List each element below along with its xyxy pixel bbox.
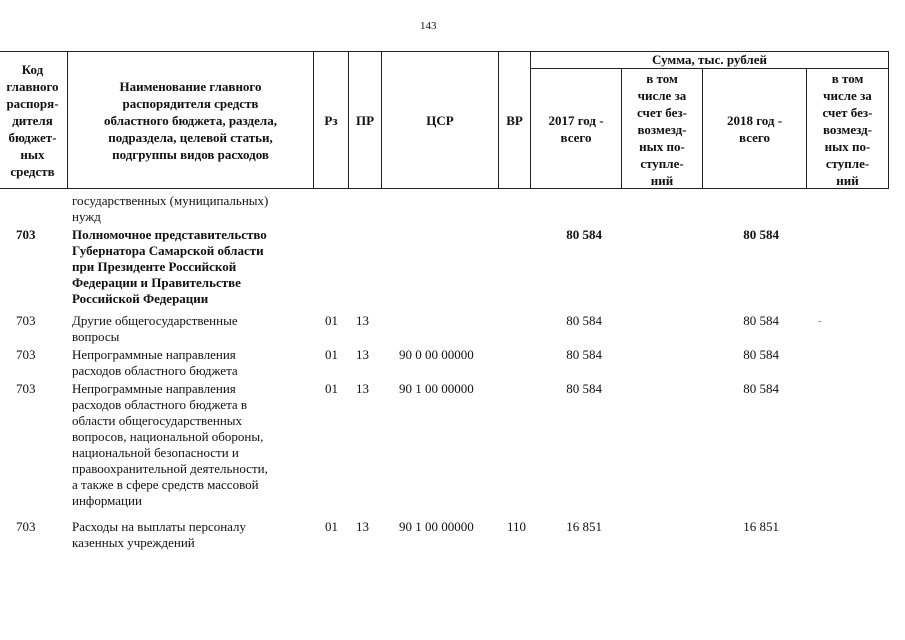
- header-2018-free: в том числе за счет без- возмезд- ных по- ступле- ний: [807, 69, 889, 189]
- header-2017-free: в том числе за счет без- возмезд- ных по- ступле- ний: [622, 69, 703, 189]
- row-5-sum-2018: 16 851: [743, 519, 779, 534]
- row-2-sum-2017: 80 584: [566, 313, 602, 328]
- row-4-name: Непрограммные направления расходов областного бюджета в области общегосударственных вопросов, национальной обороны, национальной безопасности и правоохранительной деятельности, а также в сфере средств массовой информации: [72, 381, 268, 508]
- row-3-sum-2018: 80 584: [743, 347, 779, 362]
- row-2-code: 703: [16, 313, 36, 328]
- row-4-code: 703: [16, 381, 36, 396]
- row-5-rz: 01: [325, 519, 338, 534]
- row-4-sum-2018: 80 584: [743, 381, 779, 396]
- header-vr: ВР: [499, 52, 531, 189]
- row-5-sum-2017: 16 851: [566, 519, 602, 534]
- row-1-sum-2017: 80 584: [566, 227, 602, 242]
- row-4-pr: 13: [356, 381, 369, 396]
- row-0-name: государственных (муниципальных) нужд: [72, 193, 269, 224]
- header-bottom-border: [0, 188, 889, 189]
- row-5-vr: 110: [507, 519, 527, 534]
- row-2-sum-2018: 80 584: [743, 313, 779, 328]
- row-2-pr: 13: [356, 313, 369, 328]
- row-3-rz: 01: [325, 347, 338, 362]
- row-3-csr: 90 0 00 00000: [399, 347, 474, 362]
- row-5-name: Расходы на выплаты персоналу казенных учреждений: [72, 519, 247, 550]
- row-2-rz: 01: [325, 313, 338, 328]
- row-3-name: Непрограммные направления расходов областного бюджета: [72, 347, 238, 378]
- header-2017-total: 2017 год - всего: [531, 69, 622, 189]
- row-2-name: Другие общегосударственные вопросы: [72, 313, 238, 344]
- row-4-csr: 90 1 00 00000: [399, 381, 474, 396]
- header-code: Код главного распоря- дителя бюджет- ных средств: [0, 52, 68, 189]
- header-rz: Рз: [314, 52, 349, 189]
- row-1-sum-2018: 80 584: [743, 227, 779, 242]
- row-3-sum-2017: 80 584: [566, 347, 602, 362]
- header-sum: Сумма, тыс. рублей: [531, 52, 889, 69]
- scan-speck: [818, 321, 821, 322]
- page-number: 143: [420, 20, 437, 32]
- header-pr: ПР: [349, 52, 382, 189]
- row-1-code: 703: [16, 227, 36, 242]
- row-5-pr: 13: [356, 519, 369, 534]
- row-3-code: 703: [16, 347, 36, 362]
- row-1-name: Полномочное представительство Губернатора Самарской области при Президенте Российской Федерации и Правительстве Российской Федерации: [72, 227, 267, 306]
- row-5-code: 703: [16, 519, 36, 534]
- row-3-pr: 13: [356, 347, 369, 362]
- row-4-sum-2017: 80 584: [566, 381, 602, 396]
- header-name: Наименование главного распорядителя средств областного бюджета, раздела, подраздела, целевой статьи, подгруппы видов расходов: [68, 52, 314, 189]
- row-5-csr: 90 1 00 00000: [399, 519, 474, 534]
- header-2018-total: 2018 год - всего: [703, 69, 807, 189]
- row-4-rz: 01: [325, 381, 338, 396]
- header-csr: ЦСР: [382, 52, 499, 189]
